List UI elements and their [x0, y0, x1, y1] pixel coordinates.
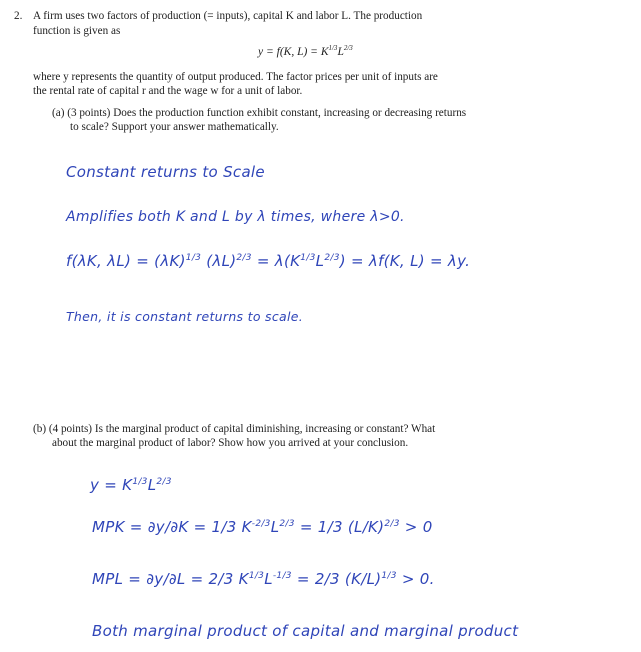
- part-b-points: (4 points): [48, 423, 93, 435]
- part-b-question-line-1: Is the marginal product of capital diminishing, increasing or constant? What: [94, 423, 436, 435]
- part-a-question-line-2: to scale? Support your answer mathematically.: [70, 121, 279, 133]
- part-b-question: [33, 423, 435, 436]
- production-function-formula: y = f(K, $L) = K^{1/3}L^{2/3}$: [258, 44, 353, 58]
- problem-desc-line-2: the rental rate of capital r and the wage w for a unit of labor.: [33, 85, 303, 97]
- part-b-answer-line-2-render: MPK = ∂y/∂K = 1/3 $K^{-2/3}L^{2/3} = 1/3$ $(L/K)^{2/3} > 0$: [92, 518, 433, 536]
- part-a-points: (3 points): [67, 107, 111, 119]
- part-a-question-line-1: Does the production function exhibit constant, increasing or decreasing returns: [113, 107, 467, 119]
- part-a-question: [52, 107, 466, 120]
- problem-intro-line-1: A firm uses two factors of production (= inputs), capital K and labor L. The production: [33, 10, 423, 22]
- part-b-answer-line-3-render: MPL = ∂y/∂L = 2/3 $K^{1/3}L^{-1/3} = 2/3$ $(K/L)^{1/3} > 0$.: [92, 570, 435, 588]
- part-a-label: (a): [52, 107, 65, 119]
- part-b-answer-line-4: Both marginal product of capital and marginal product: [92, 622, 519, 640]
- part-b-answer-line-1-render: $y = K^{1/3}L^{2/3}$: [90, 476, 172, 494]
- part-a-answer-line-4: Then, it is constant returns to scale.: [66, 309, 304, 324]
- part-b-question-line-2: about the marginal product of labor? Show how you arrived at your conclusion.: [52, 437, 409, 449]
- problem-desc-line-1: where y represents the quantity of output produced. The factor prices per unit of inputs are: [33, 71, 438, 83]
- problem-intro-line-2: function is given as: [33, 25, 121, 37]
- problem-number: 2.: [14, 10, 23, 22]
- part-a-answer-line-3-render: f(λK, $\lambda L) = (\lambda K)^{1/3}$ $(\lambda L)^{2/3} = \lambda(K^{1/3}L^{2/3}) = \lambda f(K$, L) = λy.: [66, 252, 471, 270]
- part-a-answer-line-1: Constant returns to Scale: [66, 163, 265, 181]
- part-b-label: (b): [33, 423, 47, 435]
- part-a-answer-line-2: Amplifies both K and L by λ times, where λ>0.: [66, 209, 405, 225]
